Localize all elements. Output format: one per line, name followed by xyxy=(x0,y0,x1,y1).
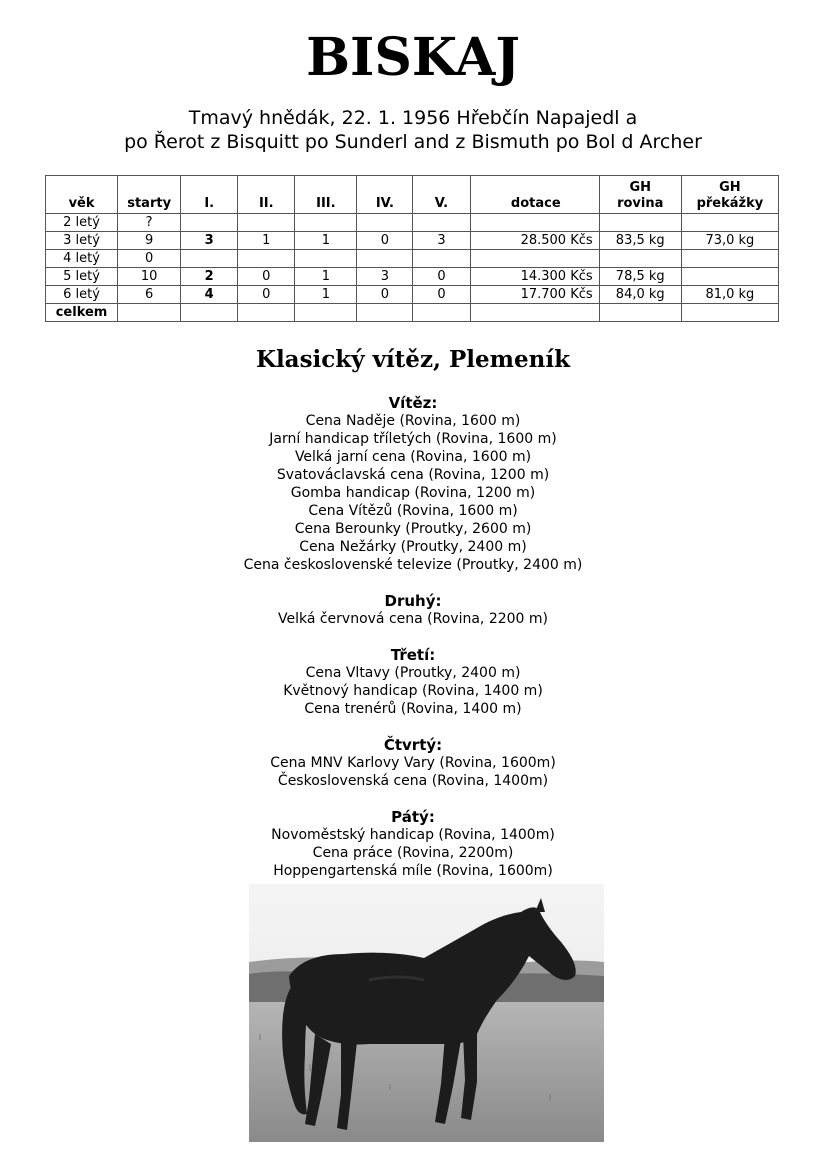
horse-photo-drawing xyxy=(249,884,604,1142)
cell-fourth: 0 xyxy=(357,286,413,304)
table-row xyxy=(46,268,779,286)
table-total-row xyxy=(46,304,779,322)
horse-achievement-heading: Klasický vítěz, Plemeník xyxy=(255,346,571,373)
header-second: II. xyxy=(238,176,295,214)
result-group xyxy=(0,592,826,628)
table-row xyxy=(46,214,779,232)
race-entry: Jarní handicap tříletých (Rovina, 1600 m) xyxy=(269,431,557,447)
total-cell xyxy=(599,304,681,322)
cell-fourth xyxy=(357,250,413,268)
total-cell xyxy=(470,304,599,322)
race-entry: Květnový handicap (Rovina, 1400 m) xyxy=(283,683,543,699)
result-group-label: Pátý: xyxy=(391,808,435,826)
cell-first: 4 xyxy=(181,286,238,304)
cell-age: 3 letý xyxy=(46,232,118,250)
race-entry: Hoppengartenská míle (Rovina, 1600m) xyxy=(273,863,553,879)
cell-prize-money xyxy=(470,250,599,268)
cell-gh-rovina xyxy=(599,214,681,232)
result-group-label: Třetí: xyxy=(390,646,436,664)
total-cell xyxy=(357,304,413,322)
cell-third: 1 xyxy=(295,232,357,250)
table-row xyxy=(46,250,779,268)
cell-third xyxy=(295,214,357,232)
result-group xyxy=(0,394,826,574)
total-cell xyxy=(413,304,470,322)
race-entry: Cena československé televize (Proutky, 2400 m) xyxy=(243,557,583,573)
cell-second: 0 xyxy=(238,268,295,286)
cell-gh-rovina: 78,5 kg xyxy=(599,268,681,286)
cell-third: 1 xyxy=(295,268,357,286)
result-group xyxy=(0,736,826,790)
horse-photo xyxy=(249,884,604,1142)
table-row xyxy=(46,286,779,304)
cell-fifth: 3 xyxy=(413,232,470,250)
cell-starts: 0 xyxy=(118,250,181,268)
race-entry: Svatováclavská cena (Rovina, 1200 m) xyxy=(276,467,550,483)
race-entry: Cena trenérů (Rovina, 1400 m) xyxy=(304,701,522,717)
cell-gh-prekazky: 81,0 kg xyxy=(681,286,778,304)
header-fifth: V. xyxy=(413,176,470,214)
race-results xyxy=(0,394,826,898)
cell-first xyxy=(181,250,238,268)
cell-gh-rovina: 83,5 kg xyxy=(599,232,681,250)
race-entry: Československá cena (Rovina, 1400m) xyxy=(277,773,549,789)
total-label: celkem xyxy=(46,304,118,322)
cell-prize-money: 17.700 Kčs xyxy=(470,286,599,304)
race-entry: Cena MNV Karlovy Vary (Rovina, 1600m) xyxy=(270,755,556,771)
race-entry: Cena Vltavy (Proutky, 2400 m) xyxy=(305,665,521,681)
header-starts: starty xyxy=(118,176,181,214)
cell-gh-prekazky xyxy=(681,214,778,232)
cell-age: 2 letý xyxy=(46,214,118,232)
cell-prize-money xyxy=(470,214,599,232)
racing-stats-table xyxy=(45,175,779,322)
header-age: věk xyxy=(46,176,118,214)
header-gh-label: GH xyxy=(719,180,741,195)
result-group xyxy=(0,808,826,880)
cell-third: 1 xyxy=(295,286,357,304)
header-first: I. xyxy=(181,176,238,214)
header-gh-rovina xyxy=(599,176,681,214)
cell-age: 6 letý xyxy=(46,286,118,304)
cell-first: 3 xyxy=(181,232,238,250)
horse-description: Tmavý hnědák, 22. 1. 1956 Hřebčín Napajedl a xyxy=(188,107,638,129)
cell-starts: 10 xyxy=(118,268,181,286)
result-group-label: Druhý: xyxy=(384,592,442,610)
race-entry: Cena práce (Rovina, 2200m) xyxy=(312,845,514,861)
cell-gh-rovina xyxy=(599,250,681,268)
race-entry: Cena Berounky (Proutky, 2600 m) xyxy=(294,521,532,537)
cell-fourth: 0 xyxy=(357,232,413,250)
race-entry: Gomba handicap (Rovina, 1200 m) xyxy=(290,485,536,501)
result-group-label: Vítěz: xyxy=(388,394,438,412)
cell-second xyxy=(238,250,295,268)
cell-gh-prekazky: 73,0 kg xyxy=(681,232,778,250)
race-entry: Velká červnová cena (Rovina, 2200 m) xyxy=(277,611,549,627)
cell-first xyxy=(181,214,238,232)
race-entry: Novoměstský handicap (Rovina, 1400m) xyxy=(271,827,555,843)
cell-gh-prekazky xyxy=(681,250,778,268)
page-title: BISKAJ xyxy=(306,27,520,88)
cell-third xyxy=(295,250,357,268)
header-prize-money: dotace xyxy=(470,176,599,214)
cell-second xyxy=(238,214,295,232)
header-third: III. xyxy=(295,176,357,214)
cell-fourth: 3 xyxy=(357,268,413,286)
cell-fifth xyxy=(413,214,470,232)
cell-fifth xyxy=(413,250,470,268)
race-entry: Cena Vítězů (Rovina, 1600 m) xyxy=(308,503,518,519)
total-cell xyxy=(295,304,357,322)
horse-pedigree: po Řerot z Bisquitt po Sunderl and z Bismuth po Bol d Archer xyxy=(124,131,702,153)
cell-gh-prekazky xyxy=(681,268,778,286)
cell-starts: 6 xyxy=(118,286,181,304)
total-cell xyxy=(181,304,238,322)
cell-fourth xyxy=(357,214,413,232)
cell-second: 0 xyxy=(238,286,295,304)
cell-age: 4 letý xyxy=(46,250,118,268)
cell-second: 1 xyxy=(238,232,295,250)
cell-prize-money: 28.500 Kčs xyxy=(470,232,599,250)
total-cell xyxy=(238,304,295,322)
cell-fifth: 0 xyxy=(413,286,470,304)
header-gh-prekazky xyxy=(681,176,778,214)
cell-fifth: 0 xyxy=(413,268,470,286)
header-rovina-label: rovina xyxy=(617,196,664,211)
header-prekazky-label: překážky xyxy=(696,196,764,211)
header-gh-label: GH xyxy=(629,180,651,195)
race-entry: Cena Naděje (Rovina, 1600 m) xyxy=(305,413,521,429)
cell-gh-rovina: 84,0 kg xyxy=(599,286,681,304)
table-row xyxy=(46,232,779,250)
result-group xyxy=(0,646,826,718)
cell-starts: 9 xyxy=(118,232,181,250)
race-entry: Cena Nežárky (Proutky, 2400 m) xyxy=(299,539,527,555)
cell-age: 5 letý xyxy=(46,268,118,286)
cell-first: 2 xyxy=(181,268,238,286)
total-cell xyxy=(681,304,778,322)
race-entry: Velká jarní cena (Rovina, 1600 m) xyxy=(294,449,532,465)
cell-prize-money: 14.300 Kčs xyxy=(470,268,599,286)
cell-starts: ? xyxy=(118,214,181,232)
total-cell xyxy=(118,304,181,322)
result-group-label: Čtvrtý: xyxy=(383,736,443,754)
table-header-row xyxy=(46,176,779,214)
header-fourth: IV. xyxy=(357,176,413,214)
